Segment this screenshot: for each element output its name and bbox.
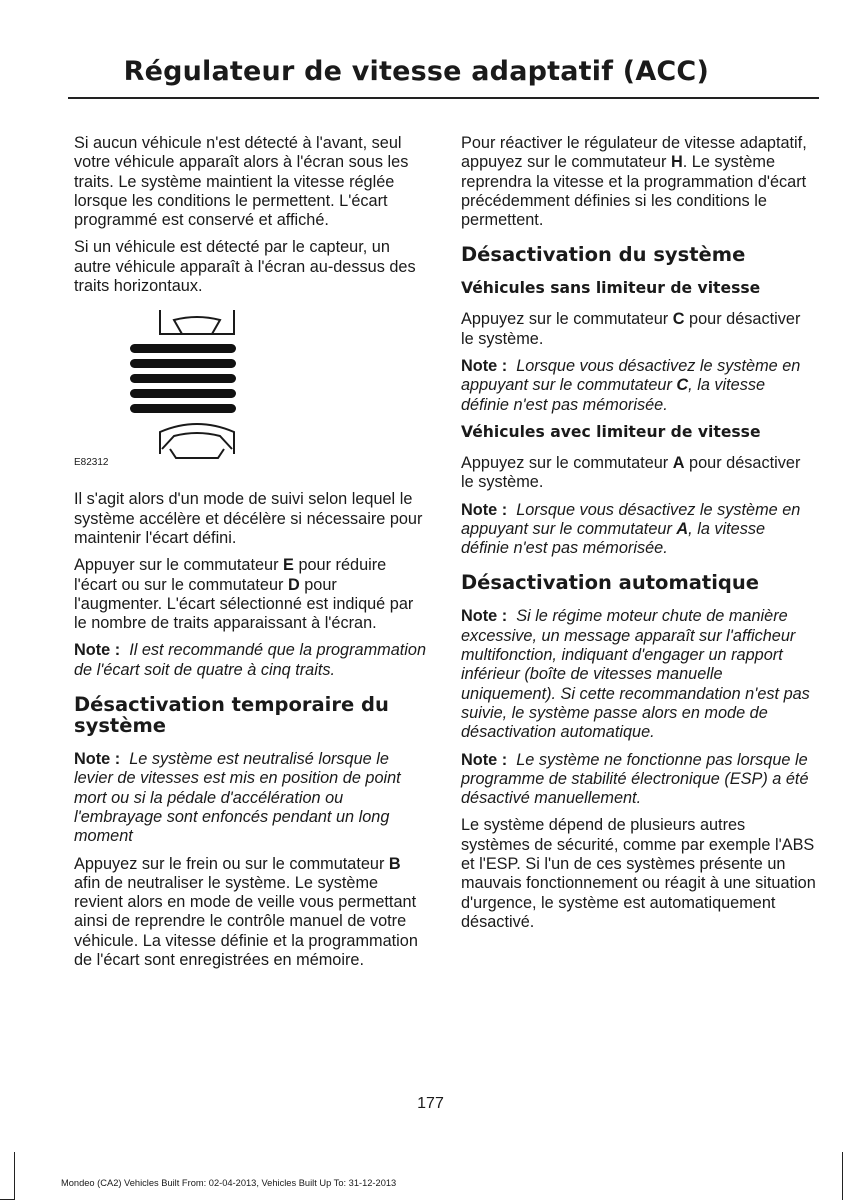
note-text: Le système ne fonctionne pas lorsque le programme de stabilité électronique (ESP) a été désactivé manuellement.: [461, 750, 809, 808]
gap-bar: [130, 404, 236, 413]
switch-h-label: H: [670, 153, 683, 172]
section-heading: Désactivation du système: [461, 243, 746, 267]
paragraph: Si aucun véhicule n'est détecté à l'avant, seul votre véhicule apparaît alors à l'écran sous les traits. Le système maintient la vitesse réglée lorsque les conditions le permettent. L'écart programmé est conservé et affiché.: [74, 134, 409, 230]
switch-b-label: B: [388, 854, 401, 873]
note-text: Le système est neutralisé lorsque le levier de vitesses est mis en position de point mort ou si la pédale d'accélération ou l'embrayage sont enfoncés pendant un long moment: [74, 750, 401, 846]
paragraph: Pour réactiver le régulateur de vitesse adaptatif, appuyez sur le commutateur H. Le système reprendra la vitesse et la programmation d'écart précédemment définies si les conditions le permettent.: [461, 134, 807, 230]
page-title: Régulateur de vitesse adaptatif (ACC): [123, 56, 709, 87]
crop-mark: [842, 1152, 843, 1200]
lead-vehicle-icon: [160, 310, 234, 334]
subsection-heading: Véhicules avec limiteur de vitesse: [461, 422, 761, 441]
gap-bar: [130, 344, 236, 353]
note-label: Note :: [74, 750, 121, 769]
switch-a-label: A: [672, 453, 685, 472]
figure-code: E82312: [74, 457, 109, 469]
note: [461, 607, 816, 742]
note: [74, 641, 429, 680]
note-label: Note :: [461, 607, 508, 626]
paragraph: Appuyer sur le commutateur E pour réduire l'écart ou sur le commutateur D pour l'augmenter. L'écart sélectionné est indiqué par le nombre de traits apparaissant à l'écran.: [74, 556, 414, 633]
acc-display-figure: [74, 308, 244, 478]
note: Note : Lorsque vous désactivez le système en appuyant sur le commutateur A, la vitesse définie n'est pas mémorisée.: [461, 500, 801, 558]
note-label: Note :: [74, 641, 121, 660]
right-column: [461, 134, 816, 940]
note-label: Note :: [461, 357, 508, 376]
paragraph: Si un véhicule est détecté par le capteur, un autre véhicule apparaît à l'écran au-dessus des traits horizontaux.: [74, 238, 416, 296]
gap-bar: [130, 374, 236, 383]
paragraph: Appuyez sur le frein ou sur le commutateur B afin de neutraliser le système. Le système revient alors en mode de veille vous permettant ainsi de reprendre le contrôle manuel de votre véhicule. La vitesse définie et la programmation de l'écart sont enregistrées en mémoire.: [74, 854, 418, 970]
gap-bar: [130, 359, 236, 368]
paragraph: Le système dépend de plusieurs autres systèmes de sécurité, comme par exemple l'ABS et l'ESP. Si l'un de ces systèmes présente un mauvais fonctionnement ou réagit à une situation d'urgence, le système est automatiquement désactivé.: [461, 816, 816, 931]
note-label: Note :: [461, 750, 508, 769]
note: [74, 750, 429, 846]
crop-mark: [14, 1152, 15, 1200]
note-label: Note :: [461, 500, 508, 519]
title-rule: [68, 97, 819, 99]
note: [461, 751, 816, 809]
note-text: Il est recommandé que la programmation de l'écart soit de quatre à cinq traits.: [74, 641, 427, 679]
footer: Mondeo (CA2) Vehicles Built From: 02-04-2013, Vehicles Built Up To: 31-12-2013: [61, 1178, 397, 1188]
switch-c-label: C: [672, 310, 685, 329]
switch-d-label: D: [287, 575, 300, 594]
subsection-heading: Véhicules sans limiteur de vitesse: [461, 279, 761, 298]
section-heading: Désactivation temporaire du système: [74, 693, 389, 738]
paragraph: Appuyez sur le commutateur C pour désactiver le système.: [461, 310, 801, 348]
switch-e-label: E: [283, 556, 294, 575]
note: Note : Lorsque vous désactivez le système en appuyant sur le commutateur C, la vitesse définie n'est pas mémorisée.: [461, 357, 801, 414]
section-heading: Désactivation automatique: [461, 571, 759, 595]
own-vehicle-icon: [160, 424, 234, 458]
left-column: [74, 134, 429, 978]
gap-bar: [130, 389, 236, 398]
paragraph: Appuyez sur le commutateur A pour désactiver le système.: [461, 453, 801, 492]
paragraph: Il s'agit alors d'un mode de suivi selon lequel le système accélère et décélère si nécessaire pour maintenir l'écart défini.: [74, 490, 423, 547]
note-text: Si le régime moteur chute de manière excessive, un message apparaît sur l'afficheur multifonction, indiquant d'engager un rapport inférieur (boîte de vitesses manuelle uniquement). Si cette recommandation n'est pas suivie, le système passe alors en mode de désactivation automatique.: [461, 607, 810, 742]
page-number: 177: [417, 1095, 444, 1112]
